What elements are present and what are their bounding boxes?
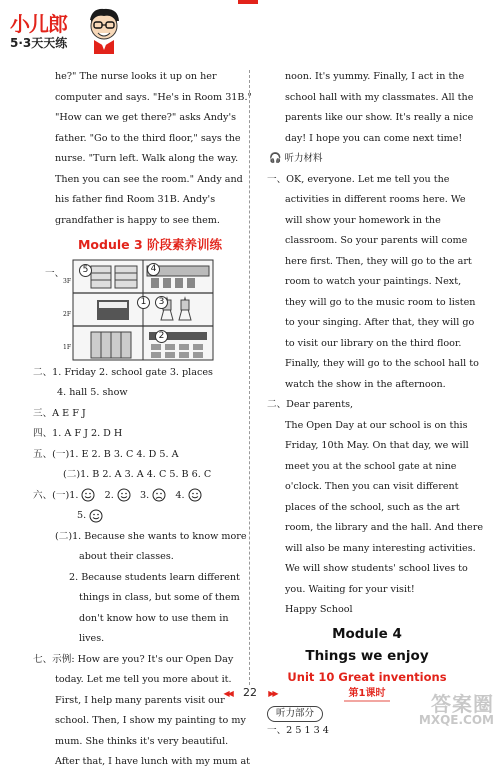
column-divider (249, 70, 250, 685)
answer-line: First, I help many parents visit our (55, 694, 225, 706)
q6-prefix: 六、(一)1. (33, 489, 79, 501)
q6-item: 3. (140, 489, 150, 501)
answer-line: 一、2 5 1 3 4 (267, 725, 329, 736)
answer-line: mum. She thinks it's very beautiful. (55, 735, 229, 747)
floor-label: 1F (63, 343, 71, 351)
smiling-face-icon (188, 488, 202, 502)
q6-item: 4. (175, 489, 185, 501)
watermark-url: MXQE.COM (418, 713, 494, 727)
text-line: places of the school, such as the art (285, 501, 460, 513)
text-line: meet you at the school gate at nine (285, 460, 457, 472)
watermark-text: 答案圈 (431, 692, 494, 716)
text-line: noon. It's yummy. Finally, I act in the (285, 71, 465, 82)
headphones-icon: 🎧 (269, 153, 282, 164)
sad-face-icon (152, 488, 166, 502)
series-name: 5·3天天练 (10, 36, 68, 50)
answer-line-faces (55, 506, 245, 527)
smiling-face-icon (81, 488, 95, 502)
text-line: parents like our show. It's really a nice (285, 112, 474, 123)
q6-item: 2. (104, 489, 114, 501)
text-line: "How can we get there?" asks Andy's (55, 112, 237, 123)
answer-line: (二)1. Because she wants to know more (55, 530, 247, 542)
lesson-badge: 第1课时 (344, 687, 390, 702)
answer-number: 2 (155, 330, 168, 343)
watermark (418, 688, 494, 732)
brand-logo (10, 4, 130, 64)
text-line: school hall with my classmates. All the (285, 91, 474, 103)
text-line: 二、Dear parents, (267, 399, 354, 410)
answer-line: today. Let me tell you more about it. (55, 674, 232, 685)
answer-number: 5 (79, 264, 92, 277)
text-line: to your singing. After that, they will go (285, 317, 475, 328)
text-line: Friday, 10th May. On that day, we will (285, 440, 469, 451)
module-4-title: Module 4 (332, 625, 402, 642)
module-4-subtitle: Things we enjoy (305, 647, 429, 664)
listen-material-title (267, 149, 467, 170)
text-line: watch the show in the afternoon. (285, 378, 446, 390)
answer-line: (二)1. B 2. A 3. A 4. C 5. B 6. C (63, 469, 212, 480)
text-line: they will go to the music room to listen (285, 296, 476, 308)
text-line: grandfather is happy to see them. (55, 214, 220, 226)
right-column (267, 67, 483, 738)
text-line: room to watch your paintings. Next, (285, 276, 462, 287)
text-line: activities in different rooms here. We (285, 194, 466, 205)
answer-line: about their classes. (79, 551, 174, 562)
q6-item: 5. (77, 510, 87, 521)
text-line: his father find Room 31B. Andy's (55, 194, 216, 205)
text-line: We will show students' school lives to (285, 563, 468, 574)
answer-line: things in class, but some of them (79, 592, 240, 603)
answer-line: 五、(一)1. E 2. B 3. C 4. D 5. A (33, 448, 179, 460)
text-line: o'clock. Then you can visit different (285, 481, 459, 492)
text-line: Then you can see the room." Andy and (55, 173, 243, 185)
text-line: room, the library and the hall. And there (285, 522, 483, 533)
answer-line: 四、1. A F J 2. D H (33, 428, 123, 439)
unit-title: Unit 10 Great inventions (287, 669, 447, 684)
mascot-icon (84, 6, 124, 54)
answer-line: 2. Because students learn different (69, 571, 240, 583)
text-line: he?" The nurse looks it up on her (55, 71, 217, 82)
text-line: here first. Then, they will go to the art (285, 255, 472, 267)
text-line: nurse. "Turn left. Walk along the way. (55, 153, 239, 164)
answer-number: 3 (155, 296, 168, 309)
answer-line: school. Then, I show my painting to my (55, 715, 246, 726)
text-line: classroom. So your parents will come (285, 235, 468, 246)
text-line: father. "Go to the third floor," says the (55, 132, 241, 144)
smiling-face-icon (117, 488, 131, 502)
answer-line: 七、示例: How are you? It's our Open Day (33, 653, 234, 665)
answer-line: lives. (79, 633, 105, 644)
answer-line: 二、1. Friday 2. school gate 3. places (33, 366, 213, 378)
answer-line: don't know how to use them in (79, 612, 229, 624)
school-floor-drawing (45, 258, 217, 363)
text-line: The Open Day at our school is on this (285, 419, 468, 431)
text-line: Finally, they will go to the school hall to (285, 358, 479, 369)
page-number: 22 (243, 686, 257, 699)
text-line: computer and says. "He's in Room 31B." (55, 91, 252, 103)
listen-material-label: 听力材料 (284, 153, 323, 164)
answer-line-faces (33, 486, 245, 507)
smiling-face-icon (89, 509, 103, 523)
top-tab (238, 0, 258, 4)
answer-line: After that, I have lunch with my mum at (55, 756, 251, 767)
question-number: 一、 (45, 267, 65, 279)
module-3-heading: Module 3 阶段素养训练 (77, 237, 223, 252)
floor-label: 3F (63, 277, 71, 285)
text-line: you. Waiting for your visit! (285, 583, 415, 595)
text-line: day! I hope you can come next time! (285, 132, 463, 144)
answer-number: 1 (137, 296, 150, 309)
text-line: will also be many interesting activities. (285, 542, 476, 554)
prev-arrows-icon: ◀◀ (223, 689, 232, 698)
answer-line: 4. hall 5. show (57, 387, 128, 398)
answer-number: 4 (147, 263, 160, 276)
text-line: will show your homework in the (285, 214, 441, 226)
text-line: to visit our library on the third floor. (285, 337, 462, 349)
listen-part-label: 听力部分 (267, 706, 323, 722)
answer-line: 三、A E F J (33, 407, 86, 419)
brand-name: 小儿郎 (10, 12, 67, 36)
text-line: 一、OK, everyone. Let me tell you the (267, 173, 450, 185)
floor-label: 2F (63, 310, 71, 318)
text-line: Happy School (285, 604, 353, 615)
next-arrows-icon: ▶▶ (268, 689, 277, 698)
